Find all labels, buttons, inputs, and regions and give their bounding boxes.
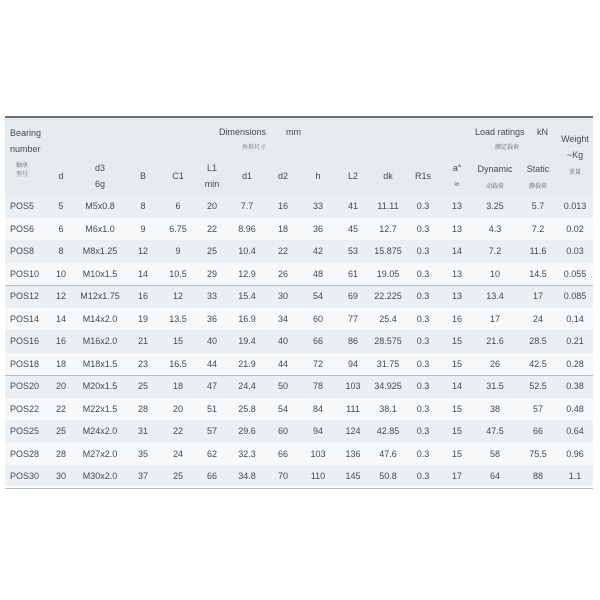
dimensions-unit: mm xyxy=(286,127,301,137)
col-L1: L1 xyxy=(206,163,218,173)
cell-d2: 22 xyxy=(277,246,289,256)
load-ratings-unit: kN xyxy=(537,127,548,137)
cell-dk: 15.875 xyxy=(374,246,402,256)
cell-dynamic: 31.5 xyxy=(486,381,504,391)
col-static-cn: 静载荷 xyxy=(528,184,548,190)
cell-B: 25 xyxy=(137,381,149,391)
cell-d2: 50 xyxy=(277,381,289,391)
col-d2: d2 xyxy=(277,171,289,181)
cell-a: 17 xyxy=(451,471,463,481)
cell-h: 103 xyxy=(310,448,326,459)
cell-d3: M16x2.0 xyxy=(82,336,118,346)
cell-bearing-number: POS8 xyxy=(10,246,35,256)
cell-d3: M5x0.8 xyxy=(85,201,115,211)
cell-static: 57 xyxy=(532,403,544,414)
cell-h: 94 xyxy=(312,426,324,436)
cell-dk: 19.05 xyxy=(376,268,400,279)
table-row xyxy=(5,420,593,443)
cell-h: 60 xyxy=(312,313,324,324)
cell-h: 33 xyxy=(312,201,324,211)
cell-d: 28 xyxy=(55,448,67,459)
table-row xyxy=(5,375,593,399)
cell-static: 75.5 xyxy=(529,448,547,459)
cell-dk: 42.85 xyxy=(376,426,400,436)
cell-d: 5 xyxy=(58,201,64,211)
cell-B: 31 xyxy=(137,426,149,436)
weight-cn: 重量 xyxy=(568,170,582,176)
cell-L1: 22 xyxy=(206,223,218,234)
cell-d2: 70 xyxy=(277,471,289,481)
cell-L1: 25 xyxy=(206,246,218,256)
cell-d2: 40 xyxy=(277,336,289,346)
cell-static: 88 xyxy=(532,471,544,481)
col-dynamic-cn: 动载荷 xyxy=(485,184,505,190)
cell-dynamic: 21.6 xyxy=(486,336,504,346)
cell-bearing-number: POS12 xyxy=(10,291,40,301)
cell-d: 20 xyxy=(55,381,67,391)
cell-d: 30 xyxy=(55,471,67,481)
cell-dynamic: 58 xyxy=(489,448,501,459)
cell-h: 84 xyxy=(312,403,324,414)
cell-L2: 45 xyxy=(347,223,359,234)
cell-d2: 30 xyxy=(277,291,289,301)
cell-bearing-number: POS5 xyxy=(10,201,35,211)
cell-L1: 57 xyxy=(206,426,218,436)
cell-bearing-number: POS10 xyxy=(10,268,40,279)
cell-d1: 29.6 xyxy=(238,426,256,436)
cell-C1: 20 xyxy=(172,403,184,414)
cell-d1: 19.4 xyxy=(238,336,256,346)
col-d3: d3 xyxy=(94,163,106,173)
cell-L1: 62 xyxy=(206,448,218,459)
cell-R1s: 0.3 xyxy=(416,246,430,256)
cell-d: 25 xyxy=(55,426,67,436)
cell-weight: 0.28 xyxy=(566,358,584,369)
table-row xyxy=(5,285,593,308)
cell-a: 15 xyxy=(451,448,463,459)
cell-d: 6 xyxy=(58,223,64,234)
cell-dk: 50.8 xyxy=(379,471,397,481)
cell-dk: 25.4 xyxy=(379,313,397,324)
cell-a: 15 xyxy=(451,426,463,436)
cell-dk: 12.7 xyxy=(379,223,397,234)
cell-d1: 24.4 xyxy=(238,381,256,391)
cell-d3: M10x1.5 xyxy=(82,268,118,279)
cell-L2: 145 xyxy=(345,471,361,481)
cell-d1: 12.9 xyxy=(238,268,256,279)
cell-a: 15 xyxy=(451,403,463,414)
cell-a: 13 xyxy=(451,201,463,211)
cell-d1: 34.8 xyxy=(238,471,256,481)
dimensions-cn: 外形尺寸 xyxy=(242,145,267,151)
cell-dk: 22.225 xyxy=(374,291,402,301)
cell-L2: 77 xyxy=(347,313,359,324)
col-dk: dk xyxy=(383,171,393,181)
cell-weight: 0.96 xyxy=(566,448,584,459)
cell-weight: 0.38 xyxy=(566,381,584,391)
table-row xyxy=(5,240,593,264)
table-row xyxy=(5,195,593,218)
cell-L1: 29 xyxy=(206,268,218,279)
cell-static: 17 xyxy=(532,291,544,301)
cell-R1s: 0.3 xyxy=(416,336,430,346)
cell-L2: 61 xyxy=(347,268,359,279)
cell-dynamic: 3.25 xyxy=(486,201,504,211)
top-rule xyxy=(5,116,593,118)
cell-L2: 41 xyxy=(347,201,359,211)
cell-dynamic: 17 xyxy=(489,313,501,324)
cell-L2: 53 xyxy=(347,246,359,256)
cell-d2: 18 xyxy=(277,223,289,234)
load-ratings-cn: 额定载荷 xyxy=(495,145,520,151)
cell-d2: 60 xyxy=(277,426,289,436)
cell-d3: M30x2.0 xyxy=(82,471,118,481)
cell-R1s: 0.3 xyxy=(416,201,430,211)
cell-L1: 51 xyxy=(206,403,218,414)
cell-R1s: 0.3 xyxy=(416,358,430,369)
col-d: d xyxy=(58,171,64,181)
cell-C1: 16.5 xyxy=(169,358,187,369)
bearing-spec-table xyxy=(5,116,593,486)
cell-d3: M14x2.0 xyxy=(82,313,118,324)
col-a: a° xyxy=(452,163,462,173)
cell-L1: 66 xyxy=(206,471,218,481)
cell-bearing-number: POS22 xyxy=(10,403,40,414)
cell-L1: 47 xyxy=(206,381,218,391)
cell-h: 72 xyxy=(312,358,324,369)
table-row xyxy=(5,353,593,377)
cell-static: 52.5 xyxy=(529,381,547,391)
cell-a: 15 xyxy=(451,336,463,346)
col-dynamic: Dynamic xyxy=(477,164,513,174)
cell-R1s: 0.3 xyxy=(416,448,430,459)
table-row xyxy=(5,218,593,241)
cell-d1: 15.4 xyxy=(238,291,256,301)
cell-static: 66 xyxy=(532,426,544,436)
cell-bearing-number: POS18 xyxy=(10,358,40,369)
cell-C1: 15 xyxy=(172,336,184,346)
col-h: h xyxy=(315,171,321,181)
cell-d2: 44 xyxy=(277,358,289,369)
bearing-cn-1: 轴承 xyxy=(16,163,29,169)
cell-bearing-number: POS6 xyxy=(10,223,35,234)
cell-B: 21 xyxy=(137,336,149,346)
cell-a: 14 xyxy=(451,381,463,391)
cell-dynamic: 38 xyxy=(489,403,501,414)
weight-label: Weight xyxy=(561,134,589,144)
cell-weight: 0.48 xyxy=(566,403,584,414)
cell-d1: 16.9 xyxy=(238,313,256,324)
cell-a: 13 xyxy=(451,291,463,301)
cell-dk: 34.925 xyxy=(374,381,402,391)
cell-h: 66 xyxy=(312,336,324,346)
cell-d2: 66 xyxy=(277,448,289,459)
cell-static: 7.2 xyxy=(531,223,545,234)
cell-weight: 0.02 xyxy=(566,223,584,234)
dimensions-label: Dimensions xyxy=(219,127,267,137)
cell-C1: 10.5 xyxy=(169,268,187,279)
cell-d1: 7.7 xyxy=(240,201,254,211)
cell-C1: 6.75 xyxy=(169,223,187,234)
load-ratings-label: Load ratings xyxy=(475,127,525,137)
table-row xyxy=(5,263,593,287)
cell-weight: 0.14 xyxy=(566,313,584,324)
cell-d1: 25.8 xyxy=(238,403,256,414)
cell-B: 35 xyxy=(137,448,149,459)
cell-d3: M27x2.0 xyxy=(82,448,118,459)
cell-d3: M20x1.5 xyxy=(82,381,118,391)
cell-d3: M12x1.75 xyxy=(80,291,120,301)
cell-d: 18 xyxy=(55,358,67,369)
cell-L2: 111 xyxy=(346,403,360,414)
cell-static: 5.7 xyxy=(531,201,545,211)
cell-a: 13 xyxy=(451,268,463,279)
cell-weight: 0.013 xyxy=(563,201,587,211)
cell-dk: 11.11 xyxy=(377,201,399,211)
cell-d: 16 xyxy=(55,336,67,346)
cell-C1: 22 xyxy=(172,426,184,436)
cell-a: 15 xyxy=(451,358,463,369)
col-R1s: R1s xyxy=(414,171,432,181)
cell-d2: 16 xyxy=(277,201,289,211)
cell-L1: 36 xyxy=(206,313,218,324)
cell-L1: 44 xyxy=(206,358,218,369)
bearing-cn-2: 型号 xyxy=(16,172,29,178)
bearing-label: Bearing xyxy=(10,128,42,138)
cell-bearing-number: POS30 xyxy=(10,471,40,481)
cell-bearing-number: POS20 xyxy=(10,381,40,391)
cell-L2: 103 xyxy=(345,381,361,391)
cell-h: 36 xyxy=(312,223,324,234)
cell-bearing-number: POS28 xyxy=(10,448,40,459)
cell-d2: 34 xyxy=(277,313,289,324)
cell-C1: 6 xyxy=(175,201,181,211)
cell-C1: 18 xyxy=(172,381,184,391)
bearing-label-2: number xyxy=(10,144,41,154)
cell-B: 19 xyxy=(137,313,149,324)
cell-R1s: 0.3 xyxy=(416,471,430,481)
cell-d: 22 xyxy=(55,403,67,414)
col-L1-min: min xyxy=(204,179,220,189)
cell-static: 28.5 xyxy=(529,336,547,346)
col-B: B xyxy=(139,171,147,181)
cell-dynamic: 10 xyxy=(489,268,501,279)
cell-d3: M22x1.5 xyxy=(82,403,118,414)
table-row xyxy=(5,330,593,353)
cell-a: 16 xyxy=(451,313,463,324)
table-row xyxy=(5,465,593,489)
cell-d1: 21.9 xyxy=(238,358,256,369)
weight-unit: ~Kg xyxy=(566,150,584,160)
cell-B: 12 xyxy=(137,246,149,256)
cell-R1s: 0.3 xyxy=(416,426,430,436)
cell-dynamic: 4.3 xyxy=(488,223,502,234)
cell-R1s: 0.3 xyxy=(416,313,430,324)
cell-d2: 54 xyxy=(277,403,289,414)
cell-weight: 0.085 xyxy=(563,291,587,301)
cell-dynamic: 64 xyxy=(489,471,501,481)
cell-static: 42.5 xyxy=(529,358,547,369)
cell-h: 42 xyxy=(312,246,324,256)
cell-h: 78 xyxy=(312,381,324,391)
cell-B: 16 xyxy=(137,291,149,301)
cell-B: 9 xyxy=(140,223,146,234)
cell-B: 37 xyxy=(137,471,149,481)
cell-a: 13 xyxy=(451,223,463,234)
table-row xyxy=(5,398,593,421)
cell-dk: 38.1 xyxy=(379,403,397,414)
cell-h: 48 xyxy=(312,268,324,279)
cell-L1: 33 xyxy=(206,291,218,301)
cell-B: 28 xyxy=(137,403,149,414)
cell-B: 23 xyxy=(137,358,149,369)
cell-d: 10 xyxy=(55,268,67,279)
cell-dynamic: 13.4 xyxy=(486,291,504,301)
cell-bearing-number: POS16 xyxy=(10,336,40,346)
cell-C1: 9 xyxy=(175,246,181,256)
table-row xyxy=(5,443,593,466)
cell-bearing-number: POS25 xyxy=(10,426,40,436)
cell-d3: M24x2.0 xyxy=(82,426,118,436)
cell-dk: 28.575 xyxy=(374,336,402,346)
cell-d: 8 xyxy=(58,246,64,256)
cell-d3: M6x1.0 xyxy=(85,223,115,234)
cell-L2: 86 xyxy=(347,336,359,346)
table-row xyxy=(5,308,593,331)
cell-d2: 26 xyxy=(277,268,289,279)
cell-static: 24 xyxy=(532,313,544,324)
cell-a: 14 xyxy=(451,246,463,256)
cell-d: 14 xyxy=(55,313,67,324)
cell-C1: 13.5 xyxy=(169,313,187,324)
cell-d1: 8.96 xyxy=(238,223,256,234)
cell-weight: 0.64 xyxy=(566,426,584,436)
cell-L1: 40 xyxy=(206,336,218,346)
cell-R1s: 0.3 xyxy=(416,403,430,414)
cell-static: 11.6 xyxy=(529,246,547,256)
cell-L2: 69 xyxy=(347,291,359,301)
cell-d1: 32.3 xyxy=(238,448,256,459)
col-d1: d1 xyxy=(241,171,253,181)
cell-dk: 31.75 xyxy=(376,358,400,369)
cell-d3: M18x1.5 xyxy=(82,358,118,369)
cell-B: 8 xyxy=(140,201,146,211)
cell-d: 12 xyxy=(55,291,67,301)
cell-C1: 25 xyxy=(172,471,184,481)
cell-dk: 47.6 xyxy=(379,448,397,459)
cell-B: 14 xyxy=(137,268,149,279)
cell-R1s: 0.3 xyxy=(416,291,430,301)
cell-L2: 136 xyxy=(345,448,361,459)
cell-L2: 124 xyxy=(345,426,361,436)
col-L2: L2 xyxy=(347,171,359,181)
cell-weight: 0.03 xyxy=(566,246,584,256)
cell-R1s: 0.3 xyxy=(416,381,430,391)
col-d3-tol: 6g xyxy=(94,179,106,189)
cell-h: 110 xyxy=(310,471,326,481)
cell-C1: 12 xyxy=(172,291,184,301)
cell-R1s: 0.3 xyxy=(416,223,430,234)
cell-C1: 24 xyxy=(172,448,184,459)
cell-d3: M8x1.25 xyxy=(82,246,118,256)
cell-weight: 1.1 xyxy=(568,471,582,481)
col-a-approx: ≈ xyxy=(454,179,460,189)
cell-h: 54 xyxy=(312,291,324,301)
cell-weight: 0.055 xyxy=(563,268,587,279)
col-C1: C1 xyxy=(172,171,184,181)
cell-weight: 0.21 xyxy=(566,336,584,346)
cell-L1: 20 xyxy=(206,201,218,211)
cell-R1s: 0.3 xyxy=(416,268,430,279)
col-static: Static xyxy=(526,164,550,174)
cell-dynamic: 7.2 xyxy=(488,246,502,256)
cell-dynamic: 26 xyxy=(489,358,501,369)
cell-d1: 10.4 xyxy=(238,246,256,256)
cell-static: 14.5 xyxy=(529,268,547,279)
cell-L2: 94 xyxy=(347,358,359,369)
cell-dynamic: 47.5 xyxy=(486,426,504,436)
cell-bearing-number: POS14 xyxy=(10,313,40,324)
